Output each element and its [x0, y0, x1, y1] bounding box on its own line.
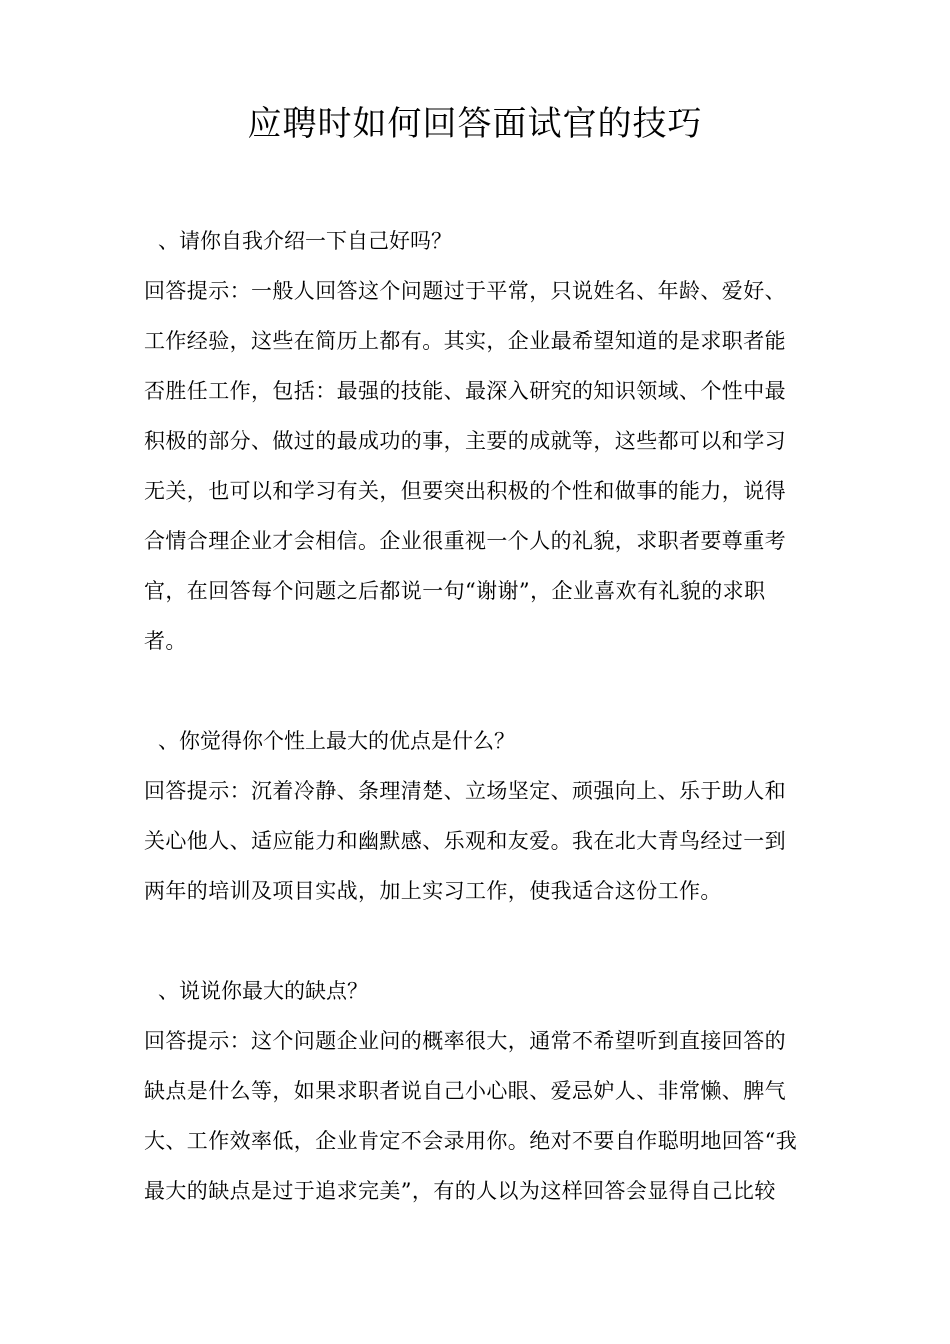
- answer-line: 合情合理企业才会相信。企业很重视一个人的礼貌，求职者要尊重考: [144, 529, 786, 553]
- qa-section-3: [144, 966, 808, 1216]
- question-2: 、你觉得你个性上最大的优点是什么？: [158, 729, 515, 753]
- answer-line: 大、工作效率低，企业肯定不会录用你。绝对不要自作聪明地回答“我: [144, 1129, 798, 1153]
- answer-line: 工作经验，这些在简历上都有。其实，企业最希望知道的是求职者能: [144, 329, 786, 353]
- qa-section-2: [144, 716, 808, 916]
- qa-section-1: [144, 216, 808, 666]
- answer-line: 积极的部分、做过的最成功的事，主要的成就等，这些都可以和学习: [144, 429, 786, 453]
- answer-line: 缺点是什么等，如果求职者说自己小心眼、爱忌妒人、非常懒、脾气: [144, 1079, 786, 1103]
- document-title: 应聘时如何回答面试官的技巧: [247, 104, 703, 144]
- question-1: 、请你自我介绍一下自己好吗？: [158, 229, 452, 253]
- answer-line: 回答提示：沉着冷静、条理清楚、立场坚定、顽强向上、乐于助人和: [144, 779, 786, 803]
- answer-line: 否胜任工作，包括：最强的技能、最深入研究的知识领域、个性中最: [144, 379, 786, 403]
- answer-line: 最大的缺点是过于追求完美”，有的人以为这样回答会显得自己比较: [144, 1179, 776, 1203]
- answer-line: 无关，也可以和学习有关，但要突出积极的个性和做事的能力，说得: [144, 479, 786, 503]
- document-body: [144, 216, 808, 1216]
- answer-2: [144, 766, 808, 916]
- answer-line: 官，在回答每个问题之后都说一句“谢谢”，企业喜欢有礼貌的求职: [144, 579, 766, 603]
- answer-line: 回答提示：一般人回答这个问题过于平常，只说姓名、年龄、爱好、: [144, 279, 786, 303]
- answer-1: [144, 266, 808, 666]
- question-3: 、说说你最大的缺点？: [158, 979, 368, 1003]
- answer-line: 者。: [144, 629, 187, 653]
- answer-line: 两年的培训及项目实战，加上实习工作，使我适合这份工作。: [144, 879, 722, 903]
- answer-line: 关心他人、适应能力和幽默感、乐观和友爱。我在北大青鸟经过一到: [144, 829, 786, 853]
- answer-3: [144, 1016, 808, 1216]
- answer-line: 回答提示：这个问题企业问的概率很大，通常不希望听到直接回答的: [144, 1029, 786, 1053]
